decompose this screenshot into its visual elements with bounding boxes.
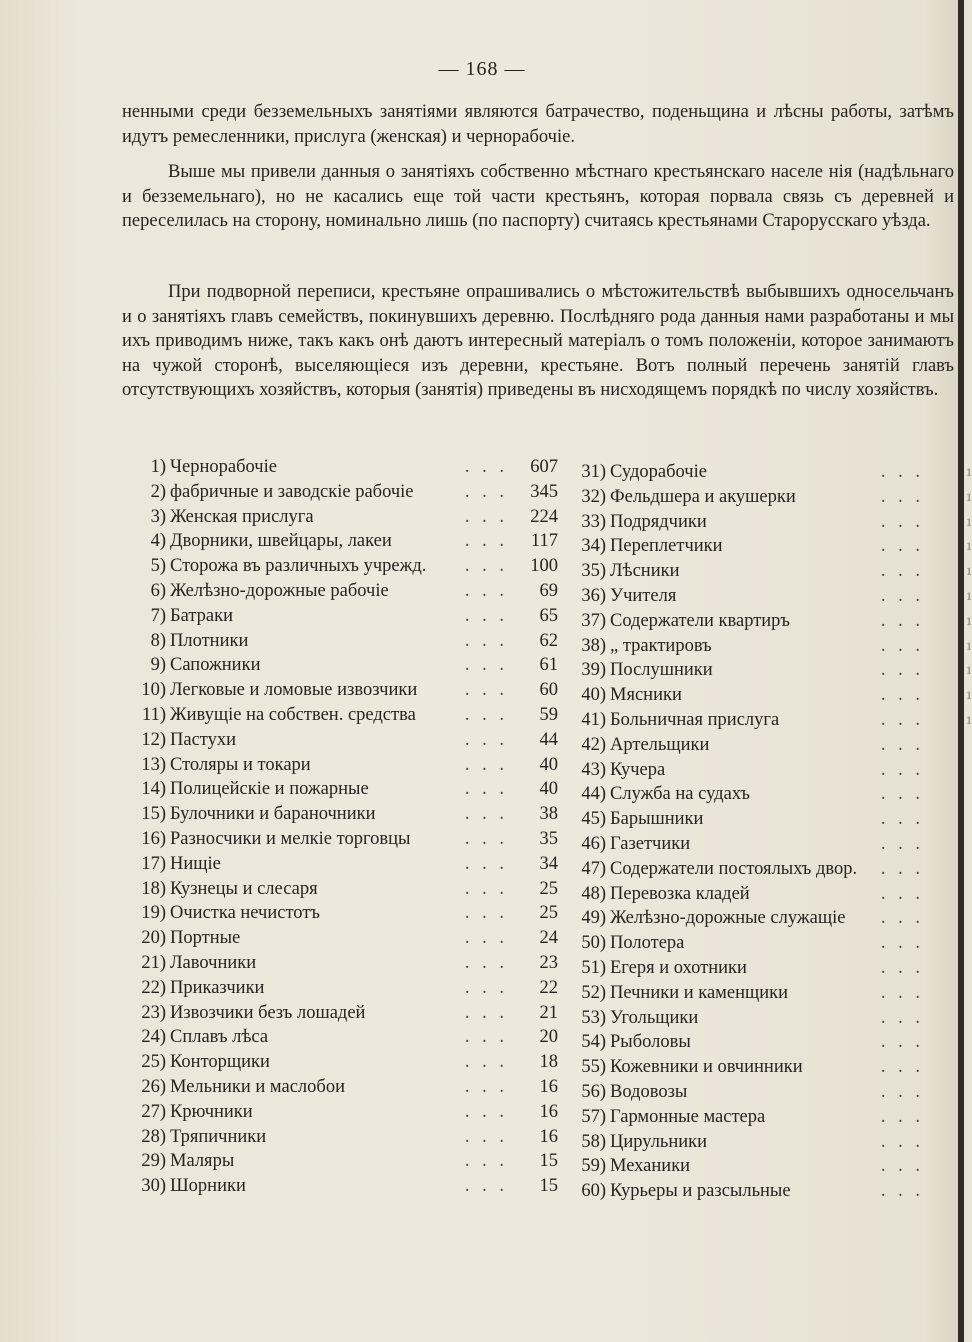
leader-dots: . . . [464, 903, 508, 924]
leader-dots: . . . [464, 1002, 508, 1023]
occupation-number: 29) [141, 1151, 166, 1172]
occupation-count: 23 [539, 952, 558, 973]
occupation-row [128, 1149, 558, 1174]
cut-off-count: 1 [966, 465, 972, 479]
occupation-row [128, 976, 558, 1001]
leader-dots: . . . [464, 457, 508, 477]
occupation-name: „ трактировъ [610, 635, 712, 656]
occupation-name: фабричные и заводскіе рабочіе [170, 481, 414, 502]
occupation-row [568, 460, 972, 485]
occupation-name: Послушники [610, 660, 713, 681]
leader-dots: . . . [880, 536, 924, 557]
occupation-name: Гармонные мастера [610, 1106, 766, 1127]
occupation-count: 607 [530, 457, 558, 477]
occupation-count: 40 [539, 779, 558, 800]
occupation-count: 345 [530, 481, 558, 502]
leader-dots: . . . [464, 977, 508, 998]
occupation-row [568, 708, 972, 733]
occupation-row [128, 703, 558, 728]
occupation-row [568, 758, 958, 783]
occupation-row [128, 1050, 558, 1075]
leader-dots: . . . [880, 982, 924, 1003]
occupation-row [128, 777, 558, 802]
page-edge-shadow [958, 0, 964, 1342]
leader-dots: . . . [880, 883, 924, 904]
occupation-name: Приказчики [170, 977, 265, 998]
page-number: — 168 — [438, 58, 526, 80]
occupation-name: Легковые и ломовые извозчики [170, 680, 418, 701]
occupation-row [568, 733, 958, 758]
occupation-count: 16 [539, 1076, 558, 1097]
leader-dots: . . . [880, 809, 924, 830]
leader-dots: . . . [880, 635, 924, 656]
leader-dots: . . . [464, 952, 508, 973]
occupation-row [128, 480, 558, 505]
occupation-row [128, 629, 558, 654]
leader-dots: . . . [880, 1156, 924, 1177]
occupation-number: 50) [581, 933, 606, 954]
occupation-number: 27) [141, 1101, 166, 1122]
occupation-row [128, 1125, 558, 1150]
occupation-number: 20) [141, 928, 166, 949]
occupation-row [568, 832, 958, 857]
occupation-number: 47) [581, 858, 606, 879]
occupation-name: Лѣсники [610, 561, 680, 582]
leader-dots: . . . [880, 759, 924, 780]
leader-dots: . . . [464, 655, 508, 676]
occupation-row [568, 658, 972, 683]
leader-dots: . . . [464, 1101, 508, 1122]
occupation-number: 31) [581, 462, 606, 482]
leader-dots: . . . [880, 1007, 924, 1028]
occupation-row [568, 559, 972, 584]
occupation-count: 69 [539, 580, 558, 601]
occupation-name: Кузнецы и слесаря [170, 878, 318, 899]
occupation-row [128, 728, 558, 753]
occupation-row [568, 1055, 958, 1080]
occupation-count: 59 [539, 704, 558, 725]
paragraph-2: Выше мы привели данныя о занятіяхъ собственно мѣстнаго крестьянскаго населе нія (надѣльнаго и безземельнаго), но не касались еще той части крестьянъ, которая порвала связь съ деревней и переселилась на сторону, номинально лишь (по паспорту) считаясь крестьянами Старорусскаго уѣзда. [122, 162, 954, 231]
occupation-number: 23) [141, 1002, 166, 1023]
occupation-name: Егеря и охотники [610, 957, 747, 978]
leader-dots: . . . [880, 1106, 924, 1127]
occupation-row [568, 683, 972, 708]
occupation-row [568, 807, 958, 832]
occupation-count: 20 [539, 1027, 558, 1048]
occupation-count: 100 [530, 556, 558, 577]
occupation-count: 40 [539, 754, 558, 775]
occupation-count: 25 [539, 878, 558, 899]
occupation-name: Сторожа въ различныхъ учрежд. [170, 556, 427, 577]
occupation-count: 18 [539, 1052, 558, 1073]
occupation-row [568, 857, 958, 882]
occupation-name: Женская прислуга [170, 506, 314, 527]
occupation-row [128, 653, 558, 678]
occupation-count: 44 [539, 729, 558, 750]
occupation-number: 49) [581, 908, 606, 929]
occupation-number: 33) [581, 511, 606, 532]
occupation-number: 15) [141, 804, 166, 825]
occupation-name: Мясники [610, 685, 682, 706]
occupation-number: 55) [581, 1057, 606, 1078]
occupation-number: 41) [581, 709, 606, 730]
occupation-number: 12) [141, 729, 166, 750]
occupation-name: Мельники и маслобои [170, 1076, 345, 1097]
occupation-name: Сапожники [170, 655, 261, 676]
cut-off-count: 1 [966, 712, 972, 727]
occupation-number: 37) [581, 610, 606, 631]
occupation-number: 30) [141, 1176, 166, 1197]
paragraph-3: При подворной переписи, крестьяне опрашивались о мѣстожительствѣ выбывшихъ односельчанъ и о занятіяхъ главъ семействъ, покинувшихъ деревню. Послѣдняго рода данныя нами разработаны и мы ихъ приводимъ ниже, такъ какъ онѣ даютъ интересный матеріалъ о томъ положеніи, которое занимаютъ на чужой сторонѣ, выселяющіеся изъ деревни, крестьяне. Вотъ полный перечень занятій главъ отсутствующихъ хозяйствъ, которыя (занятія) приведены въ нисходящемъ порядкѣ по числу хозяйствъ. [122, 282, 954, 400]
occupation-number: 48) [581, 883, 606, 904]
occupation-count: 34 [539, 853, 558, 874]
leader-dots: . . . [880, 1181, 924, 1202]
occupation-name: Нищіе [170, 853, 221, 874]
occupation-row [128, 802, 558, 827]
occupation-number: 5) [150, 556, 166, 577]
leader-dots: . . . [880, 1131, 924, 1152]
occupation-number: 40) [581, 685, 606, 706]
occupation-number: 4) [150, 531, 166, 552]
occupation-number: 24) [141, 1027, 166, 1048]
occupation-name: Учителя [610, 585, 677, 606]
occupation-number: 28) [141, 1126, 166, 1147]
occupation-name: Цирульники [610, 1131, 708, 1152]
occupation-number: 22) [141, 977, 166, 998]
occupation-row [128, 1025, 558, 1050]
occupation-number: 6) [150, 580, 166, 601]
occupation-number: 45) [581, 809, 606, 830]
occupation-row [568, 609, 972, 634]
leader-dots: . . . [464, 828, 508, 849]
occupation-name: Булочники и бараночники [170, 804, 376, 825]
occupation-row [568, 584, 972, 609]
occupation-name: Артельщики [610, 734, 710, 755]
leader-dots: . . . [880, 784, 924, 805]
cut-off-count: 1 [966, 688, 972, 703]
occupation-row [128, 926, 558, 951]
occupation-name: Кучера [610, 759, 666, 780]
occupation-number: 18) [141, 878, 166, 899]
occupation-row [568, 634, 972, 659]
cut-off-count: 1 [966, 564, 972, 579]
occupation-number: 60) [581, 1181, 606, 1202]
occupation-row [568, 534, 972, 559]
occupation-name: Конторщики [170, 1052, 270, 1073]
leader-dots: . . . [880, 908, 924, 929]
leader-dots: . . . [880, 1057, 924, 1078]
leader-dots: . . . [464, 1151, 508, 1172]
occupation-name: Разносчики и мелкіе торговцы [170, 828, 411, 849]
occupation-count: 15 [539, 1176, 558, 1197]
leader-dots: . . . [464, 804, 508, 825]
cut-off-count: 1 [966, 489, 972, 504]
occupation-number: 46) [581, 833, 606, 854]
occupation-row [128, 877, 558, 902]
occupation-row [128, 579, 558, 604]
occupation-name: Тряпичники [170, 1126, 267, 1147]
occupation-name: Курьеры и разсыльные [610, 1181, 791, 1202]
occupation-count: 62 [539, 630, 558, 651]
occupation-row [568, 510, 972, 535]
leader-dots: . . . [880, 685, 924, 706]
occupations-list-right [568, 460, 972, 1204]
occupation-name: Рыболовы [610, 1032, 691, 1053]
occupation-row [568, 956, 958, 981]
occupation-count: 22 [539, 977, 558, 998]
occupation-name: Пастухи [170, 729, 237, 750]
occupation-number: 7) [150, 605, 166, 626]
leader-dots: . . . [880, 486, 924, 507]
leader-dots: . . . [464, 506, 508, 527]
occupation-number: 39) [581, 660, 606, 681]
occupation-count: 224 [530, 506, 558, 527]
occupation-number: 10) [141, 680, 166, 701]
occupation-row [568, 1179, 958, 1204]
occupation-name: Портные [170, 928, 241, 949]
occupation-name: Служба на судахъ [610, 784, 750, 805]
occupation-name: Сплавъ лѣса [170, 1027, 269, 1048]
leader-dots: . . . [464, 878, 508, 899]
leader-dots: . . . [464, 779, 508, 800]
occupation-row [128, 455, 558, 480]
occupation-name: Содержатели постоялыхъ двор. [610, 858, 858, 879]
leader-dots: . . . [464, 754, 508, 775]
leader-dots: . . . [464, 680, 508, 701]
leader-dots: . . . [464, 531, 508, 552]
leader-dots: . . . [464, 556, 508, 577]
leader-dots: . . . [880, 833, 924, 854]
cut-off-count: 1 [966, 663, 972, 678]
occupation-row [128, 1174, 558, 1199]
leader-dots: . . . [880, 709, 924, 730]
occupation-number: 57) [581, 1106, 606, 1127]
occupation-count: 117 [530, 531, 558, 552]
occupation-number: 51) [581, 957, 606, 978]
occupation-count: 21 [539, 1002, 558, 1023]
occupation-name: Больничная прислуга [610, 709, 780, 730]
occupation-number: 35) [581, 561, 606, 582]
leader-dots: . . . [464, 1052, 508, 1073]
occupation-count: 25 [539, 903, 558, 924]
occupation-row [568, 782, 958, 807]
occupation-count: 35 [539, 828, 558, 849]
leader-dots: . . . [464, 1076, 508, 1097]
occupations-list-left [128, 455, 558, 1199]
occupation-row [128, 1100, 558, 1125]
occupation-name: Кожевники и овчинники [610, 1057, 803, 1078]
occupation-name: Полицейскіе и пожарные [170, 779, 369, 800]
occupation-row [128, 951, 558, 976]
occupation-row [568, 981, 958, 1006]
occupation-number: 25) [141, 1052, 166, 1073]
paragraph-1: ненными среди безземельныхъ занятіями являются батрачество, поденьщина и лѣсны работы, затѣмъ идутъ ремесленники, прислуга (женская) и чернорабочіе. [122, 102, 954, 147]
occupation-row [568, 931, 958, 956]
occupation-number: 9) [150, 655, 166, 676]
occupation-name: Желѣзно-дорожные служащіе [610, 908, 846, 929]
occupation-count: 60 [539, 680, 558, 701]
occupation-number: 3) [150, 506, 166, 527]
occupation-number: 56) [581, 1081, 606, 1102]
occupation-name: Переплетчики [610, 536, 723, 557]
leader-dots: . . . [464, 1126, 508, 1147]
occupation-number: 8) [150, 630, 166, 651]
occupation-number: 11) [142, 704, 166, 725]
leader-dots: . . . [464, 630, 508, 651]
cut-off-count: 1 [966, 588, 972, 603]
occupation-name: Лавочники [170, 952, 257, 973]
leader-dots: . . . [880, 1081, 924, 1102]
occupation-row [128, 505, 558, 530]
occupation-count: 38 [539, 804, 558, 825]
leader-dots: . . . [464, 1176, 508, 1197]
occupation-name: Механики [610, 1156, 691, 1177]
occupation-number: 16) [141, 828, 166, 849]
occupation-row [128, 901, 558, 926]
leader-dots: . . . [880, 734, 924, 755]
occupation-number: 26) [141, 1076, 166, 1097]
leader-dots: . . . [464, 1027, 508, 1048]
occupation-name: Батраки [170, 605, 234, 626]
occupation-name: Крючники [170, 1101, 253, 1122]
occupation-number: 44) [581, 784, 606, 805]
occupation-number: 58) [581, 1131, 606, 1152]
leader-dots: . . . [464, 853, 508, 874]
cut-off-count: 1 [966, 638, 972, 653]
occupation-name: Угольщики [610, 1007, 699, 1028]
cut-off-count: 1 [966, 514, 972, 529]
occupation-count: 16 [539, 1126, 558, 1147]
cut-off-count: 1 [966, 539, 972, 554]
occupation-name: Барышники [610, 809, 704, 830]
occupation-number: 54) [581, 1032, 606, 1053]
leader-dots: . . . [880, 462, 924, 482]
occupation-number: 36) [581, 585, 606, 606]
occupation-number: 14) [141, 779, 166, 800]
occupation-number: 32) [581, 486, 606, 507]
occupation-row [568, 1105, 958, 1130]
leader-dots: . . . [880, 957, 924, 978]
occupation-name: Водовозы [610, 1081, 688, 1102]
occupation-row [568, 1030, 958, 1055]
occupation-name: Чернорабочіе [170, 457, 277, 477]
occupation-number: 38) [581, 635, 606, 656]
leader-dots: . . . [464, 580, 508, 601]
occupation-row [128, 604, 558, 629]
occupation-name: Шорники [170, 1176, 246, 1197]
occupation-number: 34) [581, 536, 606, 557]
leader-dots: . . . [880, 933, 924, 954]
occupation-number: 59) [581, 1156, 606, 1177]
occupation-row [568, 1130, 958, 1155]
occupation-name: Живущіе на собствен. средства [170, 704, 416, 725]
occupation-number: 19) [141, 903, 166, 924]
occupation-name: Фельдшера и акушерки [610, 486, 796, 507]
occupation-count: 24 [539, 928, 558, 949]
occupation-row [128, 852, 558, 877]
occupation-count: 61 [539, 655, 558, 676]
occupation-name: Очистка нечистотъ [170, 903, 320, 924]
occupation-number: 13) [141, 754, 166, 775]
occupation-name: Маляры [170, 1151, 235, 1172]
occupation-count: 15 [539, 1151, 558, 1172]
occupation-number: 21) [141, 952, 166, 973]
occupation-name: Желѣзно-дорожные рабочіе [170, 580, 389, 601]
leader-dots: . . . [880, 858, 924, 879]
leader-dots: . . . [880, 561, 924, 582]
occupation-row [128, 554, 558, 579]
occupation-row [568, 1006, 958, 1031]
occupation-row [128, 1001, 558, 1026]
occupation-row [568, 882, 958, 907]
occupation-row [568, 485, 972, 510]
occupation-number: 2) [150, 481, 166, 502]
leader-dots: . . . [880, 660, 924, 681]
occupation-row [128, 753, 558, 778]
occupation-name: Содержатели квартиръ [610, 610, 790, 631]
occupation-number: 43) [581, 759, 606, 780]
occupation-row [128, 678, 558, 703]
occupation-number: 53) [581, 1007, 606, 1028]
leader-dots: . . . [464, 605, 508, 626]
leader-dots: . . . [880, 511, 924, 532]
occupation-name: Судорабочіе [610, 462, 707, 482]
occupation-row [128, 1075, 558, 1100]
leader-dots: . . . [464, 704, 508, 725]
occupation-row [128, 827, 558, 852]
occupation-name: Извозчики безъ лошадей [170, 1002, 366, 1023]
occupation-row [128, 529, 558, 554]
cut-off-count: 1 [966, 613, 972, 628]
occupation-name: Газетчики [610, 833, 691, 854]
occupation-name: Плотники [170, 630, 249, 651]
occupation-row [568, 1080, 958, 1105]
leader-dots: . . . [880, 585, 924, 606]
occupation-name: Полотера [610, 933, 685, 954]
occupation-number: 17) [141, 853, 166, 874]
leader-dots: . . . [464, 481, 508, 502]
occupation-number: 42) [581, 734, 606, 755]
occupation-name: Столяры и токари [170, 754, 311, 775]
leader-dots: . . . [880, 610, 924, 631]
occupation-row [568, 1154, 958, 1179]
leader-dots: . . . [464, 928, 508, 949]
occupation-name: Подрядчики [610, 511, 707, 532]
leader-dots: . . . [464, 729, 508, 750]
occupation-number: 1) [150, 457, 166, 477]
occupation-name: Печники и каменщики [610, 982, 789, 1003]
occupation-count: 65 [539, 605, 558, 626]
occupation-count: 16 [539, 1101, 558, 1122]
occupation-name: Перевозка кладей [610, 883, 750, 904]
leader-dots: . . . [880, 1032, 924, 1053]
occupation-number: 52) [581, 982, 606, 1003]
occupation-name: Дворники, швейцары, лакеи [170, 531, 392, 552]
occupation-row [568, 906, 958, 931]
